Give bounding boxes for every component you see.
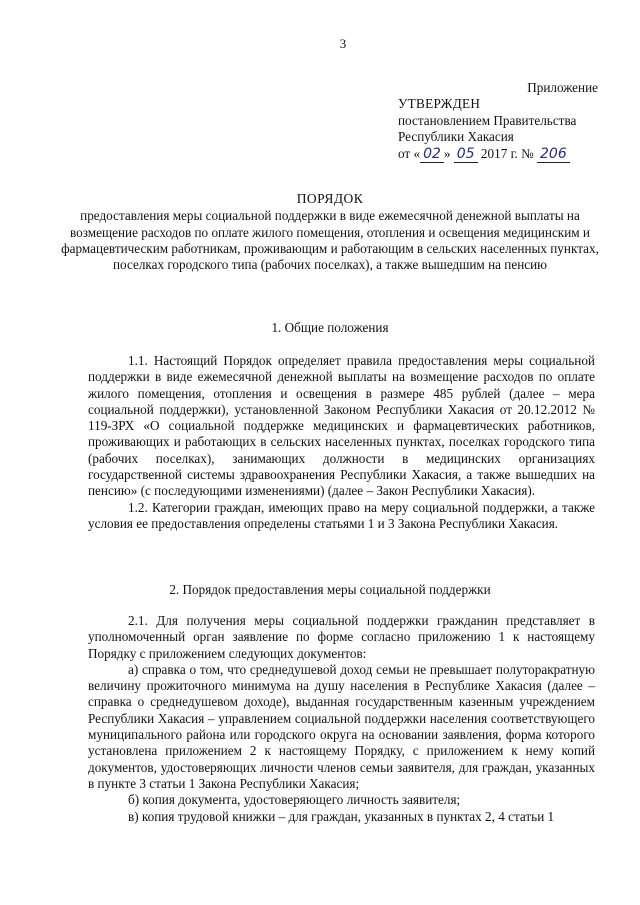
approval-line-1: постановлением Правительства <box>398 112 577 128</box>
section-2-body <box>88 613 595 825</box>
appendix-label: Приложение <box>527 80 598 95</box>
section-2-heading: 2. Порядок предоставления меры социальной поддержки <box>169 582 491 597</box>
list-item-b: б) копия документа, удостоверяющего личность заявителя; <box>128 792 461 808</box>
year-text: 2017 г. № <box>480 145 534 161</box>
document-title <box>60 191 600 273</box>
approval-date-line <box>398 146 618 163</box>
handwritten-number: 206 <box>537 146 570 163</box>
section-1-body <box>88 353 595 532</box>
title-subtitle: предоставления меры социальной поддержки в виде ежемесячной денежной выплаты на возмещение расходов по оплате жилого помещения, отопления и освещения медицинским и фармацевтическим работникам, проживающим и работающим в сельских населенных пунктах, поселках городского типа (рабочих поселках), а также вышедшим на пенсию <box>61 208 599 273</box>
date-prefix: от « <box>398 145 421 161</box>
paragraph-1-1: 1.1. Настоящий Порядок определяет правила предоставления меры социальной поддержки в виде ежемесячной денежной выплаты на возмещение расходов по оплате жилого помещения, отопления и освещения в размере 485 рублей (далее – мера социальной поддержки), установленной Законом Республики Хакасия от 20.12.2012 № 119-ЗРХ «О социальной поддержке медицинских и фармацевтических работников, проживающих и работающих в сельских населенных пунктах, поселках городского типа (рабочих поселках), занимающих должности в медицинских организациях государственной системы здравоохранения Республики Хакасия, а также вышедших на пенсию» (с последующими изменениями) (далее – Закон Республики Хакасия). <box>88 353 595 499</box>
section-1-heading: 1. Общие положения <box>271 320 389 335</box>
approval-block <box>398 96 618 162</box>
list-item-a: а) справка о том, что среднедушевой доход семьи не превышает полуторакратную величину прожиточного минимума на душу населения в Республике Хакасия (далее – справка о среднедушевом доходе), выданная государственным казенным учреждением Республики Хакасия – управлением социальной поддержки населения соответствующего муниципального района или городского округа на основании заявления, форма которого установлена приложением 2 к настоящему Порядку, с приложением к нему копий документов, удостоверяющих личности членов семьи заявителя, для граждан, указанных в пункте 3 статьи 1 Закона Республики Хакасия; <box>88 661 595 791</box>
approval-line-2: Республики Хакасия <box>398 129 514 144</box>
paragraph-1-2: 1.2. Категории граждан, имеющих право на меру социальной поддержки, а также условия ее предоставления определены статьями 1 и 3 Закона Республики Хакасия. <box>88 499 595 531</box>
handwritten-month: 05 <box>454 146 478 163</box>
title-main: ПОРЯДОК <box>296 191 364 206</box>
page-number: 3 <box>339 36 347 51</box>
approved-label: УТВЕРЖДЕН <box>398 96 481 111</box>
handwritten-day: 02 <box>420 146 444 163</box>
date-mid: » <box>443 145 451 161</box>
paragraph-2-1: 2.1. Для получения меры социальной поддержки гражданин представляет в уполномоченный орган заявление по форме согласно приложению 1 к настоящему Порядку с приложением следующих документов: <box>88 613 595 661</box>
list-item-c: в) копия трудовой книжки – для граждан, указанных в пунктах 2, 4 статьи 1 <box>128 808 555 824</box>
